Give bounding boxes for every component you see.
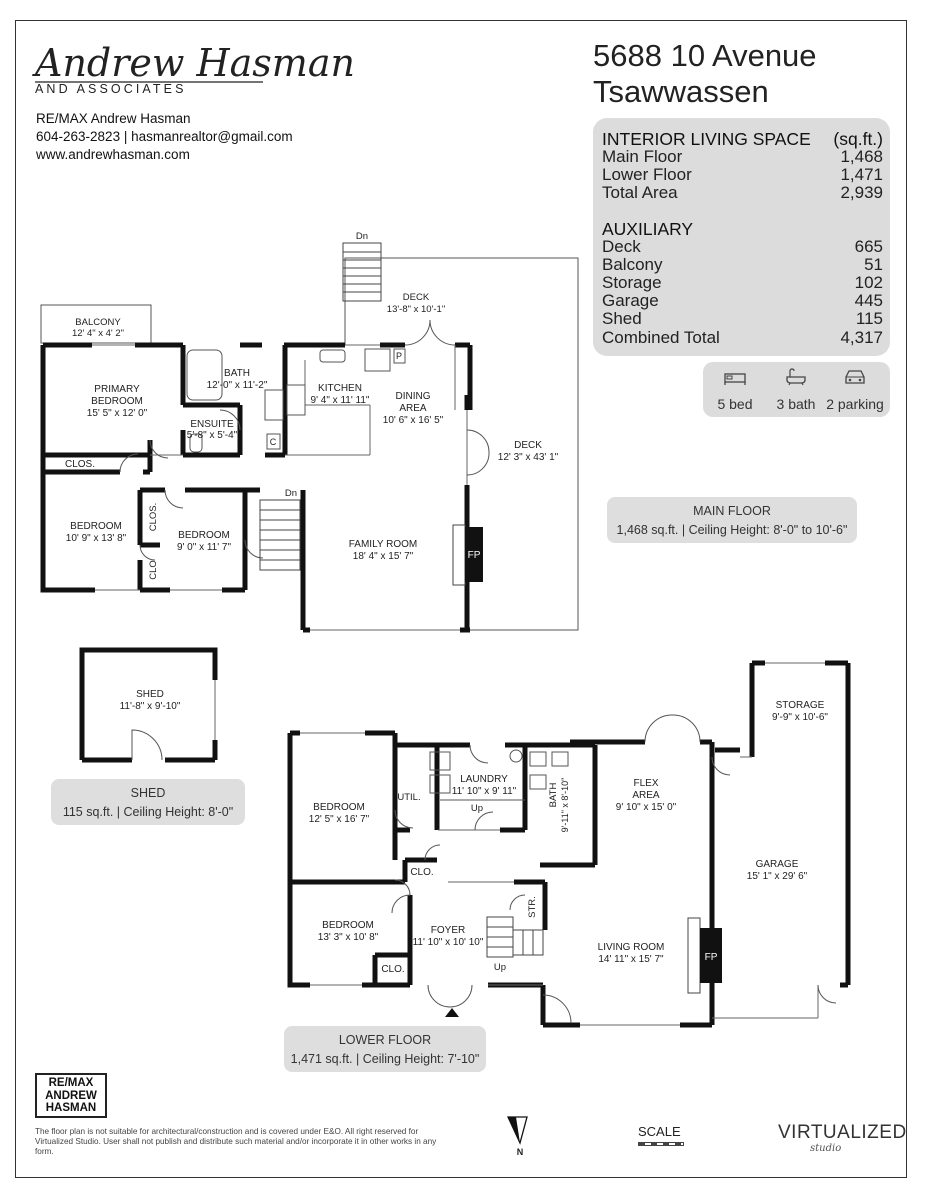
room-size: 11'-8" x 9'-10" [119, 701, 181, 712]
floor-name: SHED [130, 786, 166, 800]
address-line-1: 5688 10 Avenue [593, 38, 817, 73]
closet-label: CLO. [381, 964, 405, 975]
closet-label: CLO. [410, 867, 434, 878]
room-name: SHED [136, 689, 164, 700]
room-name: FOYER [430, 925, 466, 936]
area-label: Storage [602, 273, 662, 292]
shed-plan [82, 650, 215, 760]
feature-label: 2 parking [826, 396, 884, 412]
room-size: 11' 10" x 10' 10" [412, 937, 484, 948]
pantry-label: P [395, 351, 403, 361]
lower-thin-lines [300, 663, 825, 1025]
stair-label: Dn [355, 231, 369, 242]
floor-detail: 1,471 sq.ft. | Ceiling Height: 7'-10" [290, 1052, 480, 1066]
stair-label: Up [470, 803, 484, 814]
area-value: 102 [854, 273, 883, 292]
room-name: FLEX [633, 778, 659, 789]
room-size: 9' 4" x 11' 11" [310, 395, 370, 406]
room-size: 14' 11" x 15' 7" [598, 954, 664, 965]
area-value: 1,471 [840, 165, 883, 184]
room-name: BEDROOM [322, 920, 374, 931]
stairs-lower [487, 917, 543, 957]
area-label: Garage [602, 291, 659, 310]
entry-arrow-icon [445, 1008, 459, 1017]
stairs-top [343, 243, 381, 301]
fireplace-hearth [453, 525, 465, 585]
room-size: 9' 0" x 11' 7" [176, 542, 232, 553]
contact-phone-email: 604-263-2823 | hasmanrealtor@gmail.com [36, 129, 293, 144]
room-name: LAUNDRY [460, 774, 508, 785]
contact-website: www.andrewhasman.com [36, 147, 190, 162]
lower-walls [290, 663, 848, 1025]
address-line-2: Tsawwassen [593, 74, 769, 109]
floor-name: MAIN FLOOR [693, 504, 771, 518]
area-value: 2,939 [840, 183, 883, 202]
area-label: Balcony [602, 255, 663, 274]
room-name: BALCONY [75, 317, 121, 328]
auxiliary-title: AUXILIARY [602, 219, 694, 239]
remax-logo-line: HASMAN [45, 1102, 97, 1114]
room-name: BEDROOM [313, 802, 365, 813]
utility-label: UTIL. [397, 792, 421, 803]
room-size: 9' 10" x 15' 0" [615, 802, 677, 813]
room-size: 12' 4" x 4' 2" [71, 328, 125, 339]
closet-label: CLOS. [148, 502, 159, 532]
room-size: 13'-8" x 10'-1" [386, 304, 446, 315]
room-name: BEDROOM [91, 396, 143, 407]
room-size: 18' 4" x 15' 7" [352, 551, 414, 562]
area-value: 665 [854, 237, 883, 256]
storage-label: STR. [527, 896, 538, 918]
logo-script-text: Andrew Hasman [35, 41, 355, 85]
room-name: BATH [548, 782, 559, 808]
north-label: N [516, 1147, 524, 1157]
area-label: Combined Total [602, 328, 720, 347]
contact-company: RE/MAX Andrew Hasman [36, 111, 191, 126]
studio-logo: VIRTUALIZED [778, 1122, 907, 1143]
area-value: 51 [864, 255, 883, 274]
room-size: 15' 5" x 12' 0" [86, 408, 148, 419]
scale-bar [638, 1142, 684, 1146]
north-arrow-icon [508, 1117, 527, 1157]
closet-label: CLOS. [64, 459, 96, 470]
main-floor-plan [41, 231, 578, 630]
logo-subtitle: AND ASSOCIATES [35, 82, 187, 96]
room-name: DECK [402, 292, 430, 303]
fireplace-label: FP [704, 952, 718, 963]
closet-label: CLO [148, 560, 159, 580]
room-size: 5'-8" x 5'-4" [186, 430, 238, 441]
room-name: FAMILY ROOM [348, 539, 418, 550]
room-size: 11' 10" x 9' 11" [451, 786, 517, 797]
room-size: 13' 3" x 10' 8" [317, 932, 379, 943]
room-name: STORAGE [775, 700, 825, 711]
room-size: 9'-9" x 10'-6" [772, 712, 828, 723]
feature-label: 3 bath [776, 396, 816, 412]
room-name: BEDROOM [178, 530, 230, 541]
room-name: BEDROOM [70, 521, 122, 532]
area-label: Lower Floor [602, 165, 692, 184]
room-size: 9'-11" x 8'-10" [560, 777, 570, 833]
studio-logo-sub: studio [810, 1143, 842, 1154]
room-name: LIVING ROOM [597, 942, 665, 953]
remax-logo-line: RE/MAX [48, 1077, 94, 1089]
area-label: Total Area [602, 183, 678, 202]
room-name: PRIMARY [94, 384, 140, 395]
room-name: AREA [632, 790, 660, 801]
area-value: 1,468 [840, 147, 883, 166]
room-size: 15' 1" x 29' 6" [746, 871, 808, 882]
closet-label: C [269, 437, 277, 447]
area-label: Shed [602, 309, 642, 328]
area-value: 4,317 [840, 328, 883, 347]
room-size: 10' 9" x 13' 8" [65, 533, 127, 544]
remax-logo-line: ANDREW [45, 1089, 97, 1102]
room-name: DINING [395, 391, 431, 402]
stair-label: Up [493, 962, 507, 973]
room-name: GARAGE [755, 859, 799, 870]
room-name: DECK [514, 440, 542, 451]
room-size: 10' 6" x 16' 5" [382, 415, 444, 426]
interior-title: INTERIOR LIVING SPACE [602, 129, 811, 149]
stair-label: Dn [284, 488, 298, 499]
area-label: Main Floor [602, 147, 683, 166]
fireplace-label: FP [467, 550, 481, 561]
unit-label: (sq.ft.) [833, 129, 883, 149]
area-value: 445 [854, 291, 883, 310]
feature-label: 5 bed [717, 396, 753, 412]
fireplace-hearth [688, 918, 700, 993]
room-size: 12' 5" x 16' 7" [308, 814, 370, 825]
room-name: AREA [399, 403, 427, 414]
remax-logo [35, 1073, 107, 1118]
room-name: BATH [224, 368, 250, 379]
floor-name: LOWER FLOOR [338, 1033, 432, 1047]
area-value: 115 [855, 309, 883, 328]
floor-detail: 115 sq.ft. | Ceiling Height: 8'-0" [62, 805, 234, 819]
floor-detail: 1,468 sq.ft. | Ceiling Height: 8'-0" to 10'-6" [616, 523, 848, 537]
area-label: Deck [602, 237, 641, 256]
lower-floor-plan [290, 663, 848, 1025]
room-size: 12'-0" x 11'-2" [206, 380, 268, 391]
room-size: 12' 3" x 43' 1" [497, 452, 559, 463]
scale-label: SCALE [638, 1124, 681, 1139]
stairs-main [260, 500, 300, 570]
room-name: ENSUITE [190, 419, 234, 430]
room-name: KITCHEN [318, 383, 362, 394]
disclaimer-text: The floor plan is not suitable for architectural/construction and is covered under E&O. All right reserved for Virtualized Studio. User shall not publish and distribute such material and/or incorporate it in other works in any form. [35, 1127, 437, 1156]
